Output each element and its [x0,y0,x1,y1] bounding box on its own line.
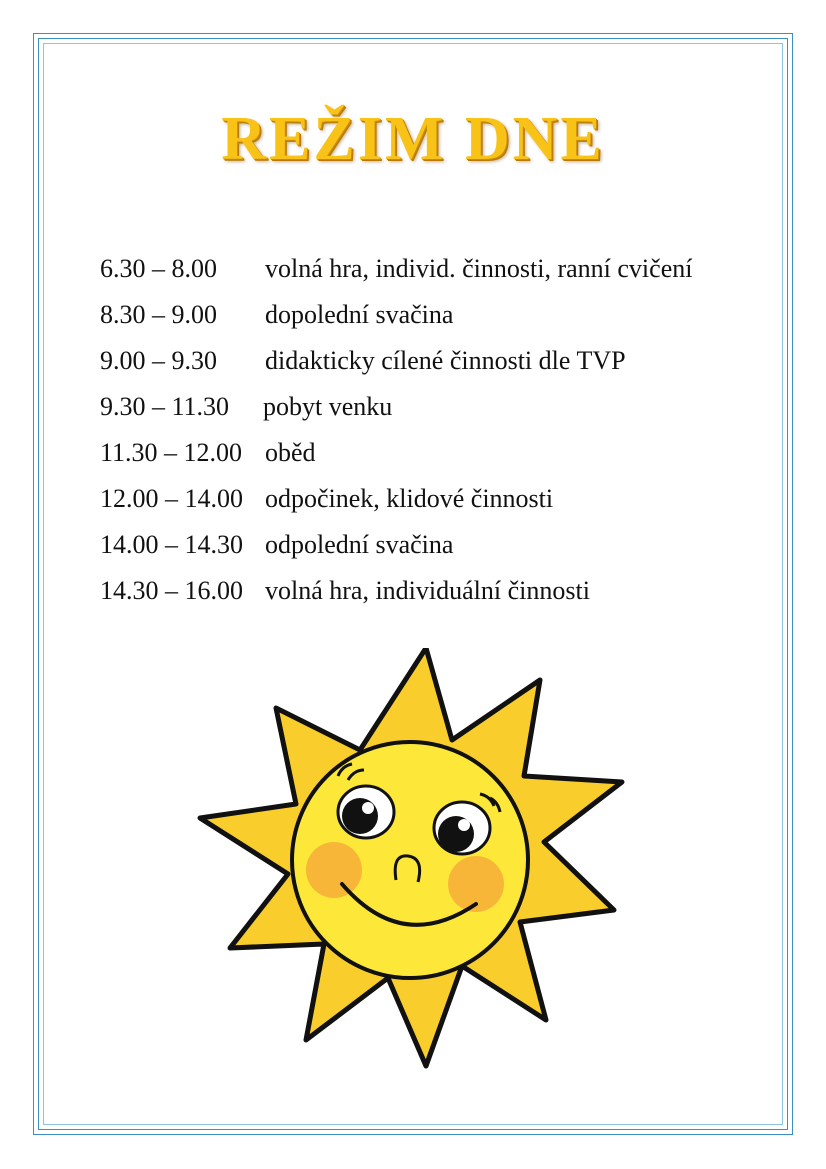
sun-eye-shine-left [362,802,374,814]
schedule-activity: oběd [265,438,316,467]
schedule-activity: pobyt venku [263,392,393,421]
schedule-activity: odpolední svačina [265,530,454,559]
schedule-activity: odpočinek, klidové činnosti [265,484,554,513]
schedule-time: 14.30 – 16.00 [100,576,243,605]
sun-pupil-left [342,798,378,834]
schedule-time: 12.00 – 14.00 [100,484,243,513]
schedule-time: 8.30 – 9.00 [100,300,217,329]
schedule-time: 6.30 – 8.00 [100,254,217,283]
schedule-time: 14.00 – 14.30 [100,530,243,559]
schedule-activity: didakticky cílené činnosti dle TVP [265,346,626,375]
schedule-activity: volná hra, individ. činnosti, ranní cvičení [265,254,693,283]
schedule-activity: volná hra, individuální činnosti [265,576,590,605]
schedule-time: 9.30 – 11.30 [100,392,230,421]
page-title: REŽIM DNE [221,105,605,173]
schedule-activity: dopolední svačina [265,300,454,329]
sun-icon [190,648,630,1088]
schedule-time: 11.30 – 12.00 [100,438,243,467]
sun-eye-shine-right [458,819,470,831]
sun-cheek-left [306,842,362,898]
schedule-time: 9.00 – 9.30 [100,346,217,375]
